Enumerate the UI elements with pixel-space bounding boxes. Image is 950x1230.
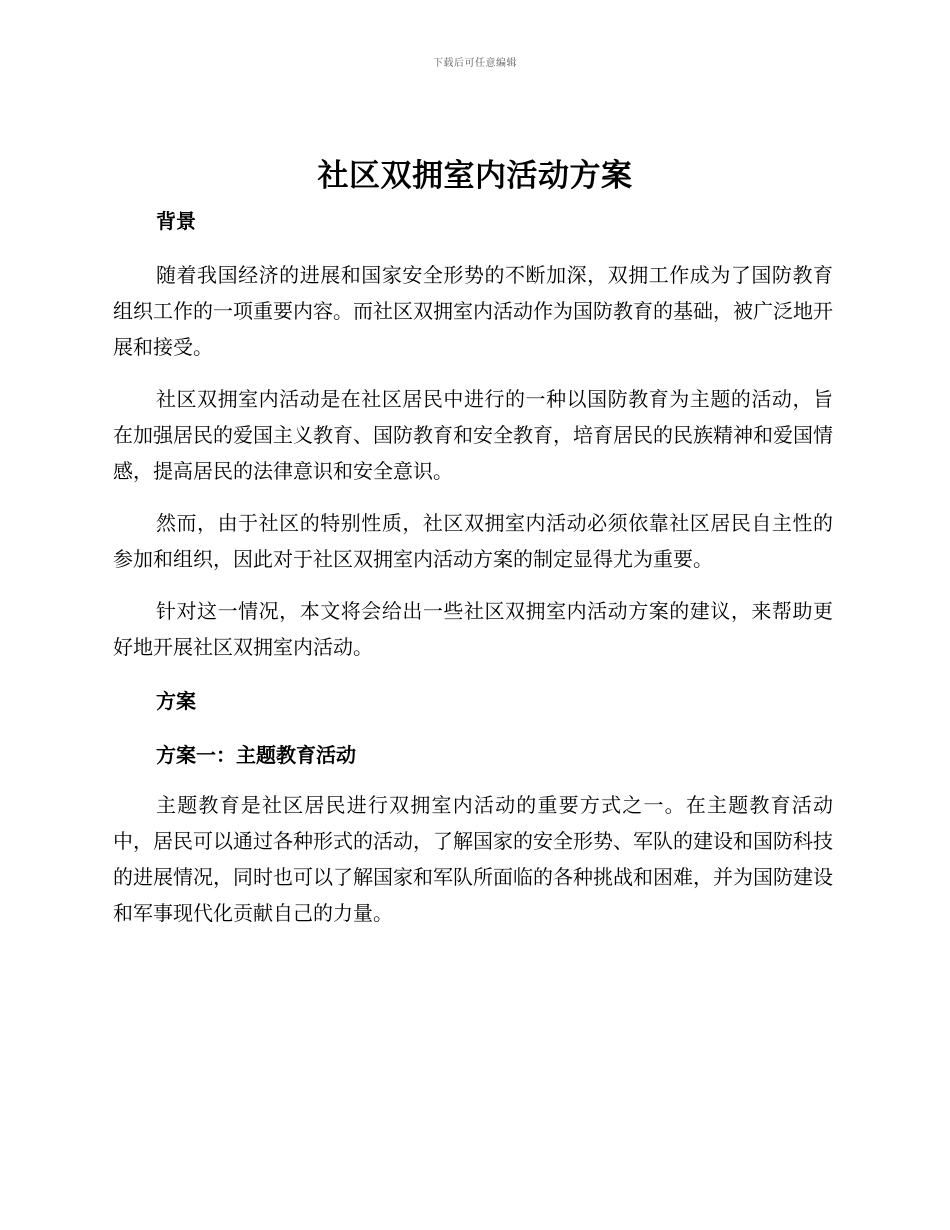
document-title: 社区双拥室内活动方案 (317, 158, 633, 194)
document-body (113, 205, 833, 931)
page-header: 下载后可任意编辑 (433, 58, 517, 69)
subsection-heading-plan-one: 方案一：主题教育活动 (156, 743, 356, 767)
section-heading-plan: 方案 (156, 689, 196, 713)
paragraph: 针对这一情况，本文将会给出一些社区双拥室内活动方案的建议，来帮助更好地开展社区双拥室内活动。 (113, 599, 833, 659)
paragraph: 主题教育是社区居民进行双拥室内活动的重要方式之一。在主题教育活动中，居民可以通过各种形式的活动，了解国家的安全形势、军队的建设和国防科技的进展情况，同时也可以了解国家和军队所面临的各种挑战和困难，并为国防建设和军事现代化贡献自己的力量。 (113, 793, 833, 925)
paragraph: 随着我国经济的进展和国家安全形势的不断加深，双拥工作成为了国防教育组织工作的一项重要内容。而社区双拥室内活动作为国防教育的基础，被广泛地开展和接受。 (113, 263, 833, 359)
paragraph: 然而，由于社区的特别性质，社区双拥室内活动必须依靠社区居民自主性的参加和组织，因此对于社区双拥室内活动方案的制定显得尤为重要。 (113, 511, 833, 571)
section-heading-background: 背景 (156, 209, 196, 233)
paragraph: 社区双拥室内活动是在社区居民中进行的一种以国防教育为主题的活动，旨在加强居民的爱国主义教育、国防教育和安全教育，培育居民的民族精神和爱国情感，提高居民的法律意识和安全意识。 (113, 387, 833, 483)
